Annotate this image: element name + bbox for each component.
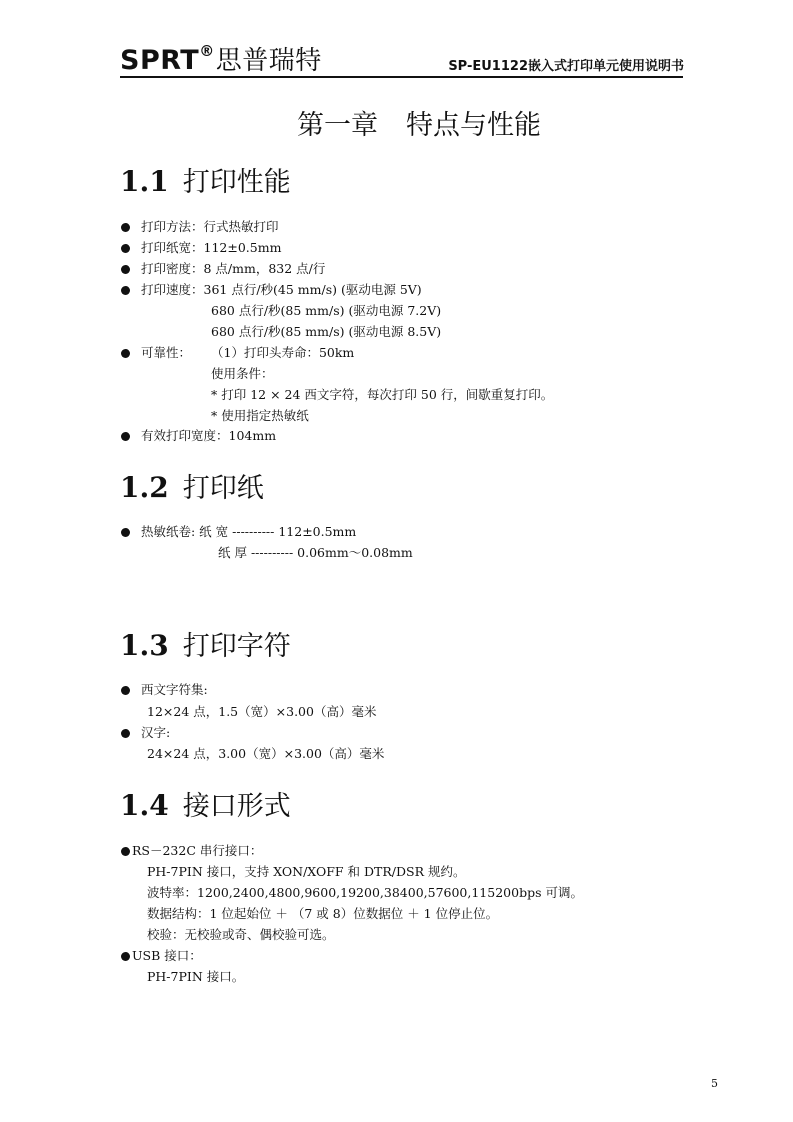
print-method: 打印方法：行式热敏打印 [141, 219, 279, 234]
usb-connector: PH-7PIN 接口。 [147, 969, 245, 984]
page-header [120, 38, 684, 78]
bullet-dot [121, 952, 130, 961]
section-heading-1-2 [120, 466, 264, 505]
section-title: 打印字符 [182, 631, 291, 662]
registered-mark: ® [199, 42, 215, 60]
reliability-condition-1: * 打印 12 × 24 西文字符，每次打印 50 行，间歇重复打印。 [211, 387, 554, 402]
bullet-dot [121, 265, 130, 274]
brand-logo [120, 40, 322, 77]
bullet-dot [121, 244, 130, 253]
print-speed-1: 打印速度：361 点行/秒(45 mm/s) (驱动电源 5V) [141, 282, 422, 297]
effective-width: 有效打印宽度：104mm [141, 428, 277, 443]
brand-name: SPRT [120, 45, 200, 76]
print-speed-3: 680 点行/秒(85 mm/s) (驱动电源 8.5V) [211, 324, 442, 339]
chapter-number: 第一章 [297, 110, 378, 141]
rs232-parity: 校验：无校验或奇、偶校验可选。 [147, 927, 335, 942]
rs232-data-structure: 数据结构：1 位起始位 ＋ （7 或 8）位数据位 ＋ 1 位停止位。 [147, 906, 499, 921]
bullet-dot [121, 349, 130, 358]
document-title: SP-EU1122嵌入式打印单元使用说明书 [448, 59, 684, 74]
paper-width: 打印纸宽：112±0.5mm [141, 240, 282, 255]
paper-roll-thickness: 纸 厚 ---------- 0.06mm～0.08mm [218, 545, 413, 560]
reliability-head-life: （1）打印头寿命：50km [211, 345, 355, 360]
section-title: 打印纸 [182, 473, 264, 504]
print-density: 打印密度：8 点/mm，832 点/行 [141, 261, 326, 276]
section-heading-1-4 [120, 784, 291, 823]
western-charset-label: 西文字符集: [141, 682, 208, 697]
bullet-dot [121, 432, 130, 441]
chapter-heading [0, 103, 793, 142]
chinese-charset-label: 汉字: [141, 725, 171, 740]
usb-label: USB 接口： [132, 948, 202, 963]
section-number: 1.3 [120, 629, 169, 662]
rs232-label: RS－232C 串行接口： [132, 843, 263, 858]
reliability-conditions: 使用条件： [211, 366, 274, 381]
section-title: 打印性能 [182, 167, 291, 198]
reliability-condition-2: * 使用指定热敏纸 [211, 408, 309, 423]
western-charset-spec: 12×24 点，1.5（宽）×3.00（高）毫米 [147, 704, 377, 719]
bullet-dot [121, 847, 130, 856]
print-speed-2: 680 点行/秒(85 mm/s) (驱动电源 7.2V) [211, 303, 442, 318]
rs232-connector: PH-7PIN 接口，支持 XON/XOFF 和 DTR/DSR 规约。 [147, 864, 466, 879]
chapter-title: 特点与性能 [406, 110, 541, 141]
section-number: 1.4 [120, 789, 169, 822]
section-heading-1-3 [120, 624, 291, 663]
bullet-dot [121, 528, 130, 537]
header-rule [120, 76, 683, 78]
section-number: 1.1 [120, 165, 169, 198]
chinese-charset-spec: 24×24 点，3.00（宽）×3.00（高）毫米 [147, 746, 385, 761]
section-number: 1.2 [120, 471, 169, 504]
section-title: 接口形式 [182, 791, 291, 822]
bullet-dot [121, 286, 130, 295]
paper-roll-width: 热敏纸卷: 纸 宽 ---------- 112±0.5mm [141, 524, 357, 539]
brand-name-cn: 思普瑞特 [215, 46, 322, 76]
section-heading-1-1 [120, 160, 291, 199]
bullet-dot [121, 729, 130, 738]
bullet-dot [121, 223, 130, 232]
page-number: 5 [711, 1077, 718, 1090]
reliability-label: 可靠性： [141, 345, 192, 360]
bullet-dot [121, 686, 130, 695]
rs232-baud-rate: 波特率：1200,2400,4800,9600,19200,38400,57600,115200bps 可调。 [147, 885, 583, 900]
